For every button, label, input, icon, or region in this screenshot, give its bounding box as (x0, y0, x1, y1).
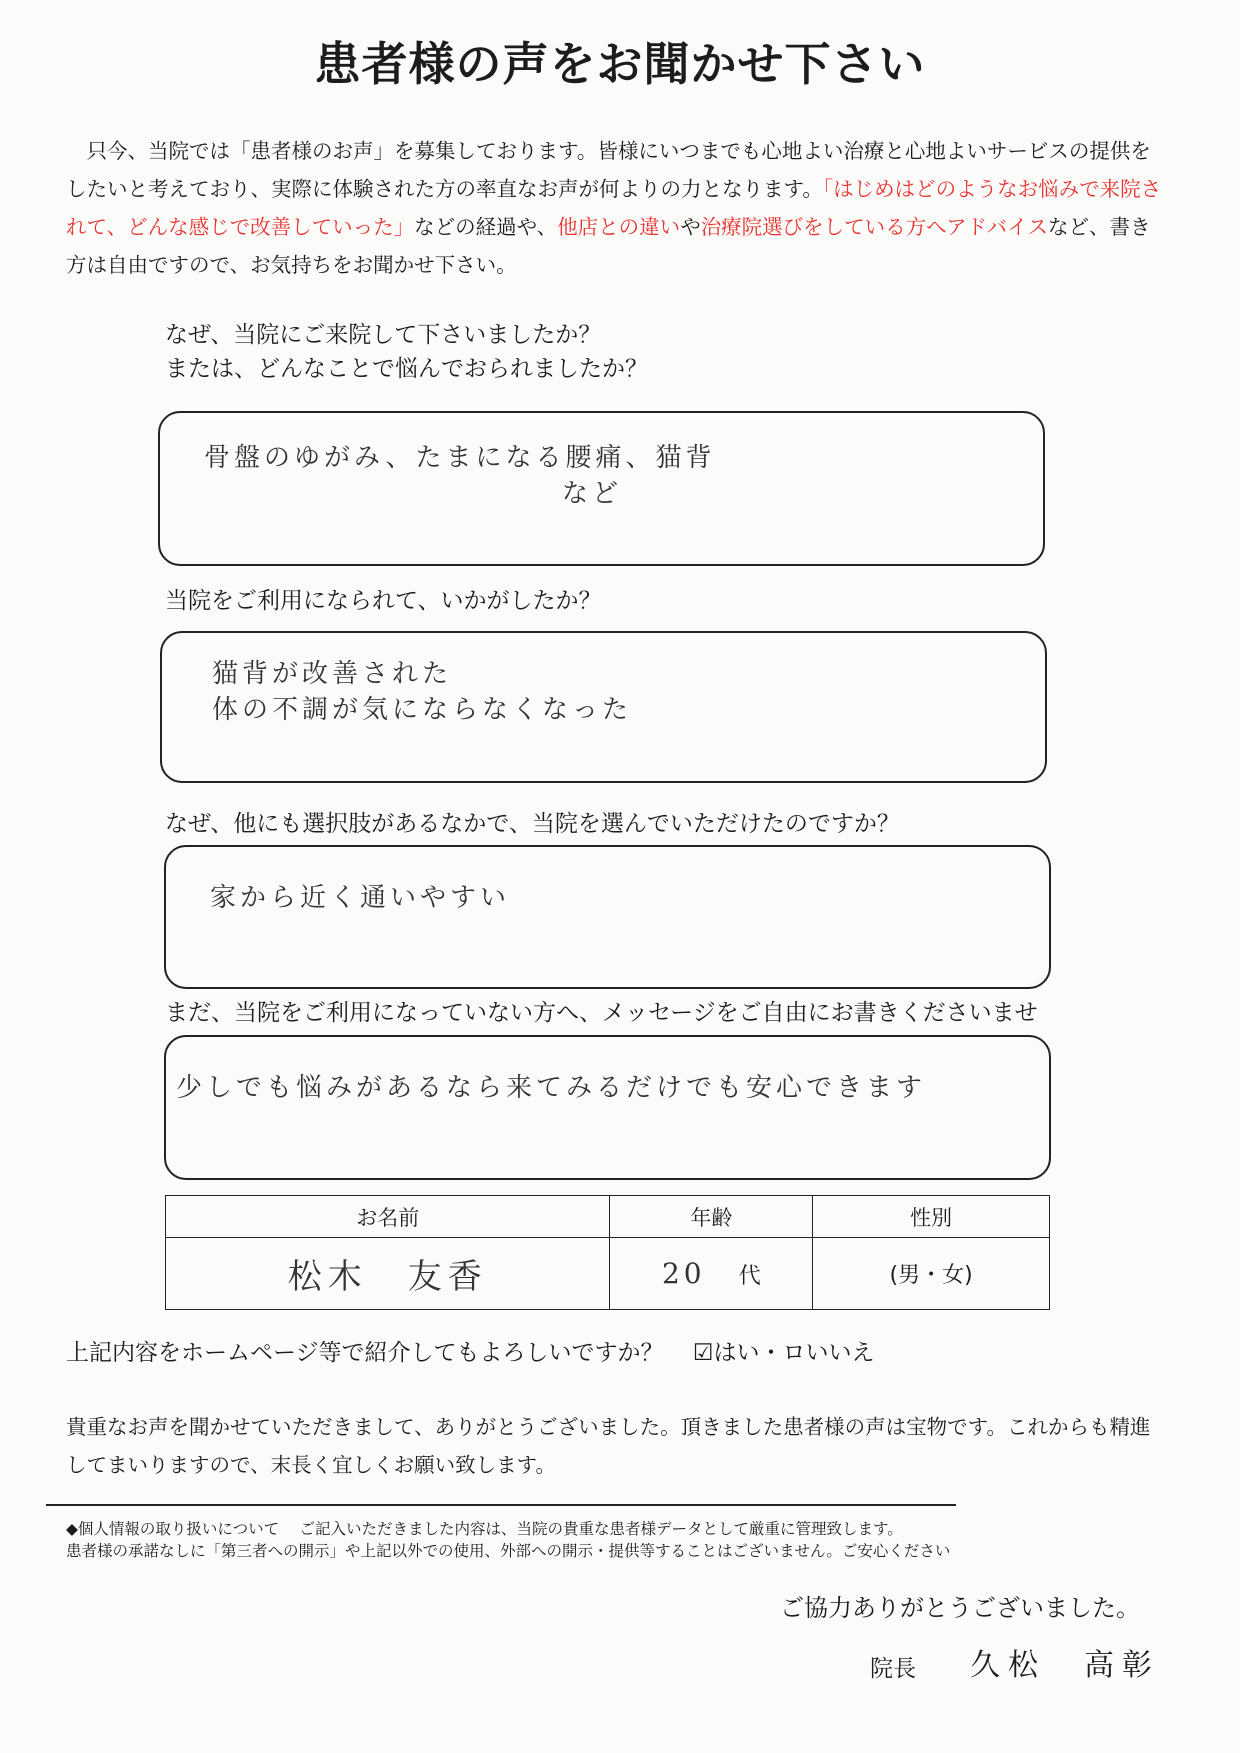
answer-1-line-1: 骨盤のゆがみ、たまになる腰痛、猫背 (204, 443, 716, 473)
gender-header: 性別 (813, 1196, 1050, 1238)
intro-text-2: などの経過や、 (414, 215, 558, 239)
answer-box-1[interactable] (158, 411, 1045, 566)
answer-2-line-2: 体の不調が気にならなくなった (212, 695, 633, 725)
consent-yes-checkbox[interactable]: ☑はい (692, 1340, 760, 1366)
question-3-label: なぜ、他にも選択肢があるなかで、当院を選んでいただけたのですか？ (165, 811, 900, 837)
consent-separator: ・ (759, 1340, 783, 1366)
signature-name: 久松 高彰 (970, 1648, 1160, 1683)
gender-cell[interactable] (813, 1238, 1050, 1310)
question-4-label: まだ、当院をご利用になっていない方へ、メッセージをご自由にお書きくださいませ (165, 1000, 1038, 1026)
name-value: 松木 友香 (287, 1257, 488, 1297)
intro-text-1: 只今、当院では「患者様のお声」を募集しております。皆様にいつまでも心地よい治療と心地よいサービスの提供をしたいと考えており、実際に体験された方の率直なお声が何よりの力となります。 (66, 139, 1151, 201)
name-header: お名前 (166, 1196, 610, 1238)
age-cell[interactable] (610, 1238, 813, 1310)
consent-no-checkbox[interactable]: ロいいえ (782, 1340, 875, 1366)
intro-text-4: など、書き方は自由ですので、お気持ちをお聞かせ下さい。 (66, 215, 1151, 277)
signature-role: 院長 (870, 1656, 916, 1682)
patient-info-table (165, 1195, 1050, 1310)
intro-highlight-1: 「はじめはどのようなお悩みで来院されて、どんな感じで改善していった」 (66, 177, 1162, 239)
answer-4-line-1: 少しでも悩みがあるなら来てみるだけでも安心できます (176, 1073, 927, 1103)
age-suffix: 代 (738, 1264, 761, 1289)
thanks-paragraph: 貴重なお声を聞かせていただきまして、ありがとうございました。頂きました患者様の声は宝物です。これからも精進してまいりますので、末長く宜しくお願い致します。 (66, 1415, 1151, 1477)
answer-2-line-1: 猫背が改善された (212, 659, 453, 689)
name-cell[interactable] (166, 1238, 610, 1310)
answer-box-2[interactable] (160, 631, 1047, 783)
closing-message: ご協力ありがとうございました。 (780, 1594, 1140, 1622)
answer-3-line-1: 家から近く通いやすい (210, 883, 511, 913)
age-value: 20 (661, 1257, 706, 1290)
age-header: 年齢 (610, 1196, 813, 1238)
page-title: 患者様の声をお聞かせ下さい (314, 37, 926, 91)
privacy-notice (66, 1518, 1166, 1562)
privacy-line-2: 患者様の承諾なしに「第三者への開示」や上記以外での使用、外部への開示・提供等することはございません。ご安心ください (66, 1542, 951, 1560)
privacy-line-1: ◆個人情報の取り扱いについて ご記入いただきました内容は、当院の貴重な患者様データとして厳重に管理致します。 (66, 1520, 903, 1538)
answer-box-3[interactable] (164, 845, 1051, 989)
question-1-label: なぜ、当院にご来院して下さいましたか？ または、どんなことで悩んでおられましたか？ (165, 322, 648, 382)
intro-paragraph (66, 132, 1166, 284)
divider-line (46, 1504, 956, 1506)
answer-box-4[interactable] (164, 1035, 1051, 1180)
intro-highlight-3: 治療院選びをしている方へアドバイス (700, 215, 1048, 239)
gender-options: (男・女) (889, 1263, 973, 1288)
intro-highlight-2: 他店との違い (557, 215, 681, 239)
question-2-label: 当院をご利用になられて、いかがしたか？ (165, 588, 602, 614)
consent-question: 上記内容をホームページ等で紹介してもよろしいですか？ (66, 1340, 664, 1366)
intro-text-3: や (680, 215, 701, 239)
answer-1-line-2: など (562, 479, 623, 509)
consent-row (66, 1334, 874, 1367)
